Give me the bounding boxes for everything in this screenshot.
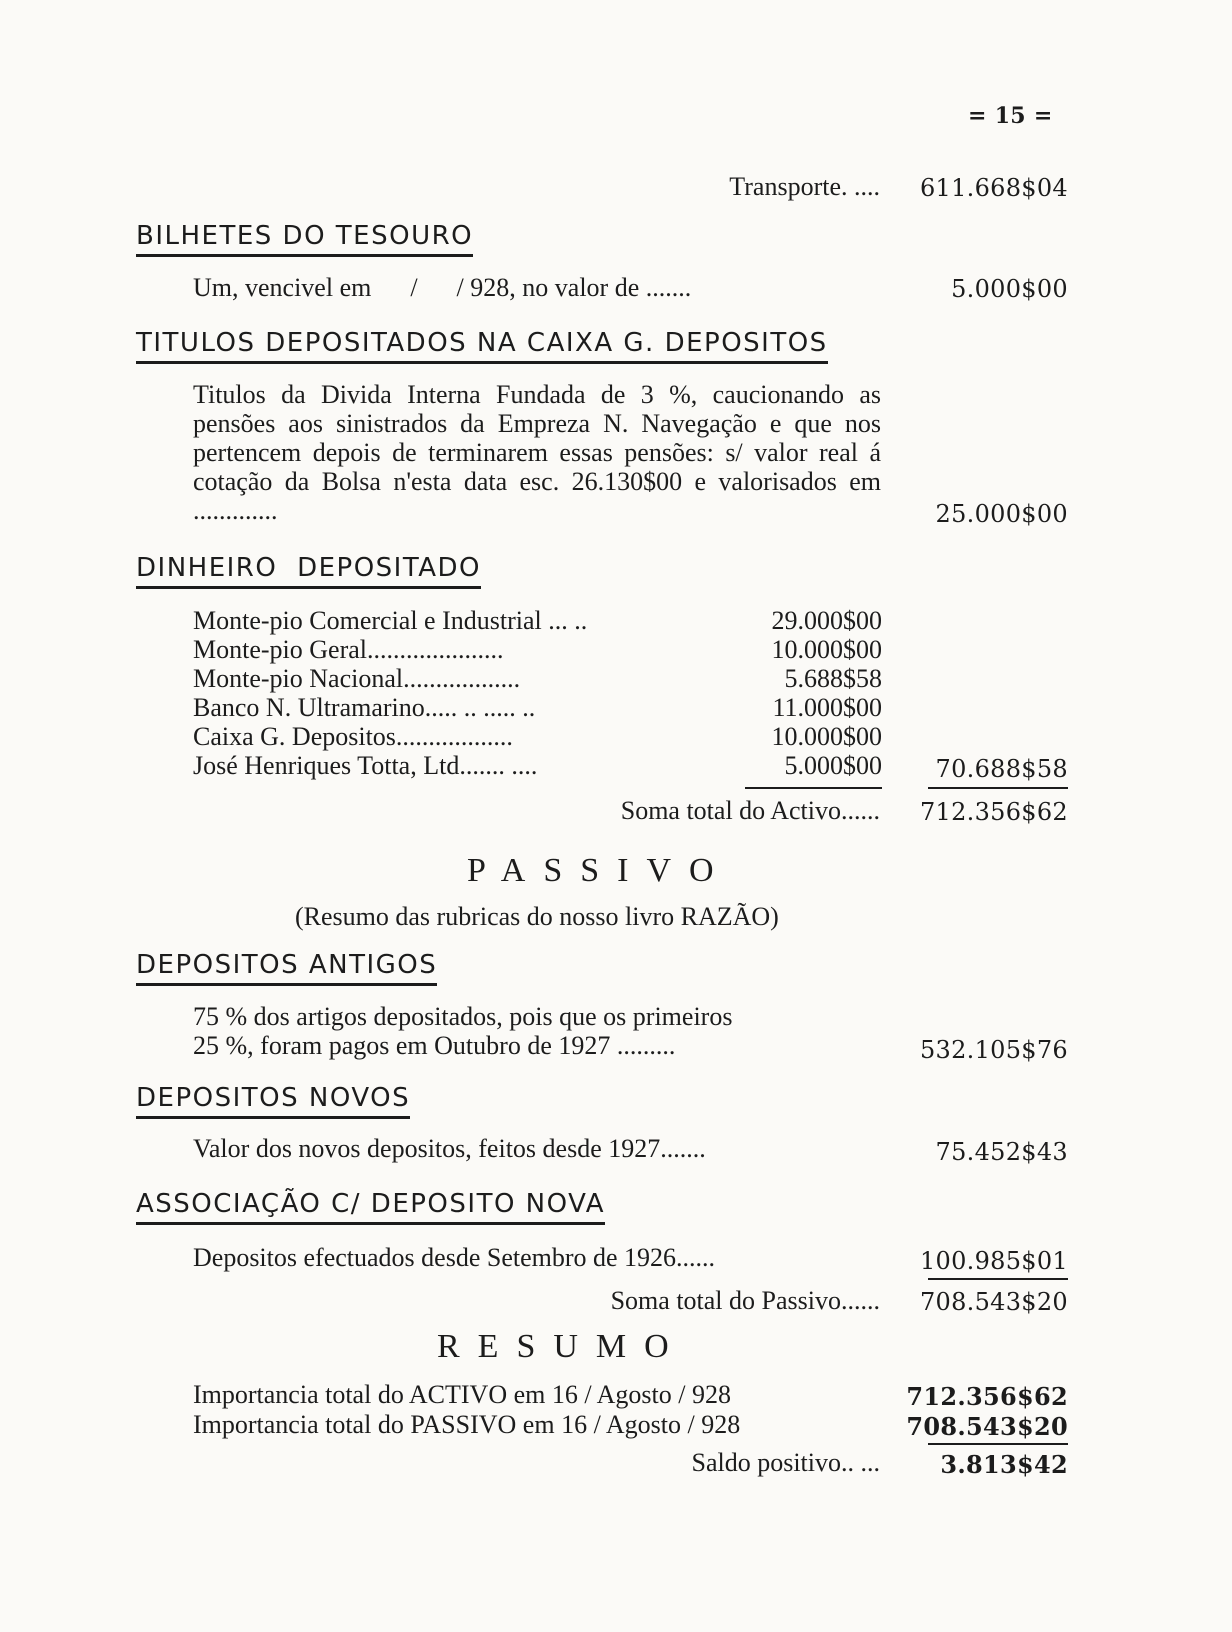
dinheiro-item-value: 5.688$58 [784, 664, 882, 693]
saldo-label: Saldo positivo.. ... [691, 1448, 880, 1477]
antigos-line: 25 %, foram pagos em Outubro de 1927 ......... [193, 1031, 676, 1060]
novos-line: Valor dos novos depositos, feitos desde 1927....... [193, 1134, 706, 1163]
transporte-value: 611.668$04 [919, 174, 1068, 202]
dinheiro-total: 70.688$58 [935, 755, 1068, 783]
sum-rule [928, 787, 1068, 789]
dinheiro-item-label: José Henriques Totta, Ltd....... .... [193, 751, 538, 780]
resumo-activo-label: Importancia total do ACTIVO em 16 / Agosto / 928 [193, 1380, 731, 1409]
dinheiro-item-value: 11.000$00 [772, 693, 882, 722]
associacao-value: 100.985$01 [919, 1247, 1068, 1275]
heading-titulos: TITULOS DEPOSITADOS NA CAIXA G. DEPOSITOS [136, 327, 828, 364]
dinheiro-item-label: Banco N. Ultramarino..... .. ..... .. [193, 693, 536, 722]
heading-antigos: DEPOSITOS ANTIGOS [136, 949, 437, 986]
novos-value: 75.452$43 [935, 1138, 1068, 1166]
dinheiro-item-label: Monte-pio Comercial e Industrial ... .. [193, 606, 588, 635]
passivo-title: PASSIVO [467, 852, 732, 889]
page-number: = 15 = [968, 103, 1053, 129]
heading-associacao: ASSOCIAÇÃO C/ DEPOSITO NOVA [136, 1188, 605, 1225]
heading-dinheiro: DINHEIRO DEPOSITADO [136, 552, 481, 589]
transporte-label: Transporte. .... [729, 172, 880, 201]
sum-rule [745, 787, 882, 789]
dinheiro-item-value: 10.000$00 [771, 722, 882, 751]
soma-activo-value: 712.356$62 [919, 798, 1068, 826]
soma-activo-label: Soma total do Activo...... [620, 796, 880, 825]
saldo-value: 3.813$42 [940, 1450, 1068, 1479]
antigos-line: 75 % dos artigos depositados, pois que os primeiros [193, 1002, 733, 1031]
antigos-value: 532.105$76 [919, 1036, 1068, 1064]
bilhetes-value: 5.000$00 [951, 275, 1068, 303]
dinheiro-item-value: 10.000$00 [771, 635, 882, 664]
sum-rule [928, 1443, 1068, 1445]
titulos-value: 25.000$00 [935, 500, 1068, 528]
passivo-subtitle: (Resumo das rubricas do nosso livro RAZÃO) [295, 902, 779, 931]
sum-rule [928, 1278, 1068, 1280]
dinheiro-item-label: Monte-pio Nacional.................. [193, 664, 521, 693]
bilhetes-line: Um, vencivel em / / 928, no valor de ....... [193, 273, 692, 302]
resumo-passivo-label: Importancia total do PASSIVO em 16 / Agosto / 928 [193, 1410, 741, 1439]
dinheiro-item-label: Monte-pio Geral..................... [193, 635, 504, 664]
resumo-passivo-value: 708.543$20 [906, 1412, 1068, 1441]
resumo-activo-value: 712.356$62 [906, 1382, 1068, 1411]
soma-passivo-value: 708.543$20 [919, 1288, 1068, 1316]
dinheiro-item-value: 5.000$00 [784, 751, 882, 780]
resumo-title: RESUMO [437, 1328, 687, 1365]
soma-passivo-label: Soma total do Passivo...... [610, 1286, 880, 1315]
associacao-line: Depositos efectuados desde Setembro de 1926...... [193, 1243, 716, 1272]
dinheiro-item-label: Caixa G. Depositos.................. [193, 722, 513, 751]
heading-bilhetes: BILHETES DO TESOURO [136, 220, 473, 257]
titulos-paragraph: Titulos da Divida Interna Fundada de 3 %, caucionando as pensões aos sinistrados da Empreza N. Navegação e que nos pertencem depois de terminarem essas pensões: s/ valor real á cotação da Bolsa n'esta data esc. 26.130$00 e valorisados em ............. [193, 380, 881, 525]
heading-novos: DEPOSITOS NOVOS [136, 1082, 410, 1119]
dinheiro-item-value: 29.000$00 [771, 606, 882, 635]
